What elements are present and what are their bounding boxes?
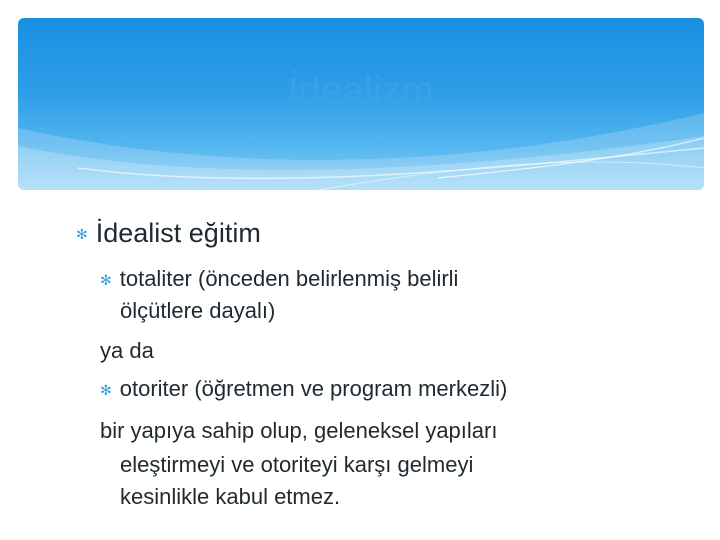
continuation-line-7 xyxy=(120,452,473,478)
asterisk-bullet-icon: ✻ xyxy=(76,226,88,243)
bullet-line-5 xyxy=(100,376,507,402)
line-text: otoriter (öğretmen ve program merkezli) xyxy=(119,376,508,401)
asterisk-bullet-icon: ✻ xyxy=(100,271,112,288)
continuation-line-3 xyxy=(120,298,275,324)
line-text: ya da xyxy=(100,338,154,363)
plain-line-4 xyxy=(100,338,154,364)
line-text: ölçütlere dayalı) xyxy=(120,298,276,323)
line-text: İdealist eğitim xyxy=(95,218,261,248)
plain-line-6 xyxy=(100,418,497,444)
line-text: bir yapıya sahip olup, geleneksel yapıları xyxy=(100,418,498,443)
line-text: kesinlikle kabul etmez. xyxy=(120,484,341,509)
line-text: eleştirmeyi ve otoriteyi karşı gelmeyi xyxy=(120,452,474,477)
bullet-line-1 xyxy=(76,218,261,249)
asterisk-bullet-icon: ✻ xyxy=(100,381,112,398)
bullet-line-2 xyxy=(100,266,458,292)
line-text: totaliter (önceden belirlenmiş belirli xyxy=(119,266,459,291)
slide-title: İdealizm xyxy=(288,70,434,112)
continuation-line-8 xyxy=(120,484,340,510)
